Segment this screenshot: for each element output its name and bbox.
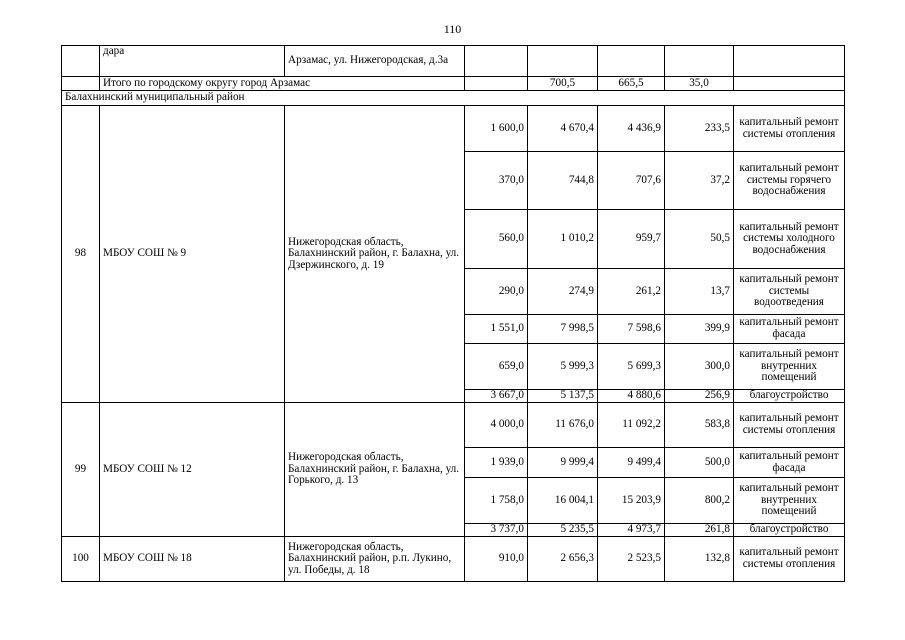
value-cell: 5 999,3	[528, 344, 598, 390]
value-cell: 2 656,3	[528, 537, 598, 582]
work-type-cell: капитальный ремонт внутренних помещений	[734, 344, 845, 390]
value-cell: 15 203,9	[598, 478, 665, 524]
table-row	[62, 537, 845, 582]
value-cell: 2 523,5	[598, 537, 665, 582]
value-cell: 1 939,0	[465, 448, 528, 478]
table-row	[62, 403, 845, 448]
value-cell: 7 998,5	[528, 315, 598, 344]
work-type-cell: капитальный ремонт системы горячего водоснабжения	[734, 152, 845, 210]
city-total-row	[62, 77, 845, 91]
row-number-cell: 98	[62, 106, 100, 403]
city-total-label: Итого по городскому округу город Арзамас	[100, 77, 465, 91]
value-cell: 35,0	[665, 77, 734, 91]
page-number: 110	[443, 22, 462, 36]
value-cell: 300,0	[665, 344, 734, 390]
value-cell: 700,5	[528, 77, 598, 91]
value-cell: 744,8	[528, 152, 598, 210]
repair-program-table	[61, 45, 845, 582]
value-cell: 659,0	[465, 344, 528, 390]
district-header: Балахнинский муниципальный район	[62, 91, 845, 106]
value-cell: 11 092,2	[598, 403, 665, 448]
work-type-cell: капитальный ремонт системы холодного водоснабжения	[734, 210, 845, 269]
address-cell: Нижегородская область, Балахнинский район, г. Балахна, ул. Дзержинского, д. 19	[285, 106, 465, 403]
value-cell: 560,0	[465, 210, 528, 269]
row-number-cell: 100	[62, 537, 100, 582]
value-cell: 665,5	[598, 77, 665, 91]
value-cell: 274,9	[528, 269, 598, 315]
district-header-row	[62, 91, 845, 106]
work-type-cell: капитальный ремонт системы отопления	[734, 106, 845, 152]
row-number-cell	[62, 46, 100, 77]
value-cell: 1 758,0	[465, 478, 528, 524]
value-cell: 399,9	[665, 315, 734, 344]
value-cell: 707,6	[598, 152, 665, 210]
value-cell: 4 670,4	[528, 106, 598, 152]
school-name-cell: дара	[100, 46, 285, 77]
value-cell: 256,9	[665, 390, 734, 403]
value-cell: 3 667,0	[465, 390, 528, 403]
value-cell: 5 699,3	[598, 344, 665, 390]
table-row	[62, 46, 845, 77]
address-cell: Нижегородская область, Балахнинский район, г. Балахна, ул. Горького, д. 13	[285, 403, 465, 537]
value-cell: 800,2	[665, 478, 734, 524]
work-type-cell: капитальный ремонт внутренних помещений	[734, 478, 845, 524]
value-cell: 13,7	[665, 269, 734, 315]
work-type-cell: капитальный ремонт системы отопления	[734, 537, 845, 582]
value-cell: 37,2	[665, 152, 734, 210]
value-cell: 910,0	[465, 537, 528, 582]
value-cell: 261,8	[665, 524, 734, 537]
value-cell: 500,0	[665, 448, 734, 478]
value-cell: 370,0	[465, 152, 528, 210]
value-cell: 9 499,4	[598, 448, 665, 478]
value-cell: 7 598,6	[598, 315, 665, 344]
value-cell: 583,8	[665, 403, 734, 448]
value-cell: 16 004,1	[528, 478, 598, 524]
work-type-cell: благоустройство	[734, 390, 845, 403]
value-cell: 261,2	[598, 269, 665, 315]
row-number-cell: 99	[62, 403, 100, 537]
value-cell: 4 973,7	[598, 524, 665, 537]
value-cell: 4 000,0	[465, 403, 528, 448]
value-cell: 959,7	[598, 210, 665, 269]
school-name-cell: МБОУ СОШ № 12	[100, 403, 285, 537]
value-cell: 4 436,9	[598, 106, 665, 152]
value-cell: 11 676,0	[528, 403, 598, 448]
work-type-cell: капитальный ремонт системы отопления	[734, 403, 845, 448]
work-type-cell: капитальный ремонт фасада	[734, 315, 845, 344]
school-name-cell: МБОУ СОШ № 9	[100, 106, 285, 403]
value-cell: 1 010,2	[528, 210, 598, 269]
value-cell: 290,0	[465, 269, 528, 315]
value-cell: 132,8	[665, 537, 734, 582]
work-type-cell: капитальный ремонт системы водоотведения	[734, 269, 845, 315]
address-cell: Нижегородская область, Балахнинский район, р.п. Лукино, ул. Победы, д. 18	[285, 537, 465, 582]
value-cell: 233,5	[665, 106, 734, 152]
work-type-cell: благоустройство	[734, 524, 845, 537]
value-cell: 4 880,6	[598, 390, 665, 403]
work-type-cell: капитальный ремонт фасада	[734, 448, 845, 478]
value-cell: 5 235,5	[528, 524, 598, 537]
value-cell: 1 551,0	[465, 315, 528, 344]
address-cell: Арзамас, ул. Нижегородская, д.3а	[285, 46, 465, 77]
value-cell: 3 737,0	[465, 524, 528, 537]
value-cell: 50,5	[665, 210, 734, 269]
value-cell: 5 137,5	[528, 390, 598, 403]
table-row	[62, 106, 845, 152]
school-name-cell: МБОУ СОШ № 18	[100, 537, 285, 582]
value-cell: 1 600,0	[465, 106, 528, 152]
value-cell: 9 999,4	[528, 448, 598, 478]
